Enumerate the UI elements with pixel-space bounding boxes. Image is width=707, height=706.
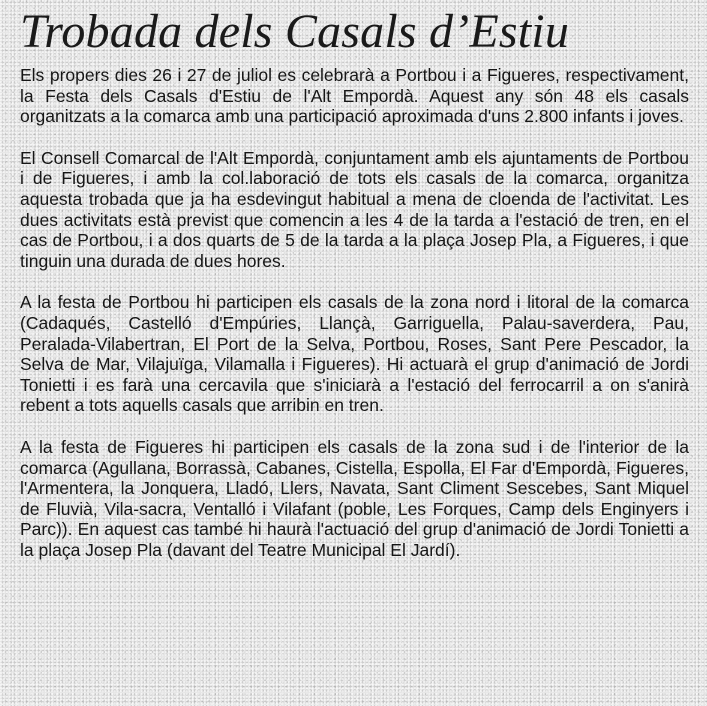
paragraph-portbou: A la festa de Portbou hi participen els casals de la zona nord i litoral de la comarca (Cadaqués, Castelló d'Empúries, Llançà, Garriguella, Palau-saverdera, Pau, Peralada-Vilabertran, El Port de la Selva, Portbou, Roses, Sant Pere Pescador, la Selva de Mar, Vilajuïga, Vilamalla i Figueres). Hi actuarà el grup d'animació de Jordi Tonietti i es farà una cercavila que s'iniciarà a l'estació del ferrocarril a on s'anirà rebent a tots aquells casals que arribin en tren. [20,292,689,416]
paragraph-intro: Els propers dies 26 i 27 de juliol es celebrarà a Portbou i a Figueres, respectivament, la Festa dels Casals d'Estiu de l'Alt Empordà. Aquest any són 48 els casals organitzats a la comarca amb una participació aproximada d'uns 2.800 infants i joves. [20,65,689,127]
paragraph-figueres: A la festa de Figueres hi participen els casals de la zona sud i de l'interior de la comarca (Agullana, Borrassà, Cabanes, Cistella, Espolla, El Far d'Empordà, Figueres, l'Armentera, la Jonquera, Lladó, Llers, Navata, Sant Climent Sescebes, Sant Miquel de Fluvià, Vila-sacra, Ventalló i Vilafant (poble, Les Forques, Camp dels Enginyers i Parc)). En aquest cas també hi haurà l'actuació del grup d'animació de Jordi Tonietti a la plaça Josep Pla (davant del Teatre Municipal El Jardí). [20,436,689,560]
paragraph-organization: El Consell Comarcal de l'Alt Empordà, conjuntament amb els ajuntaments de Portbou i de Figueres, i amb la col.laboració de tots els casals de la comarca, organitza aquesta trobada que ja ha esdevingut habitual a mena de cloenda de l'activitat. Les dues activitats està previst que comencin a les 4 de la tarda a l'estació de tren, en el cas de Portbou, i a dos quarts de 5 de la tarda a la plaça Josep Pla, a Figueres, i que tinguin una durada de dues hores. [20,147,689,271]
article-title: Trobada dels Casals d’Estiu [20,5,570,58]
article-body [20,65,689,560]
